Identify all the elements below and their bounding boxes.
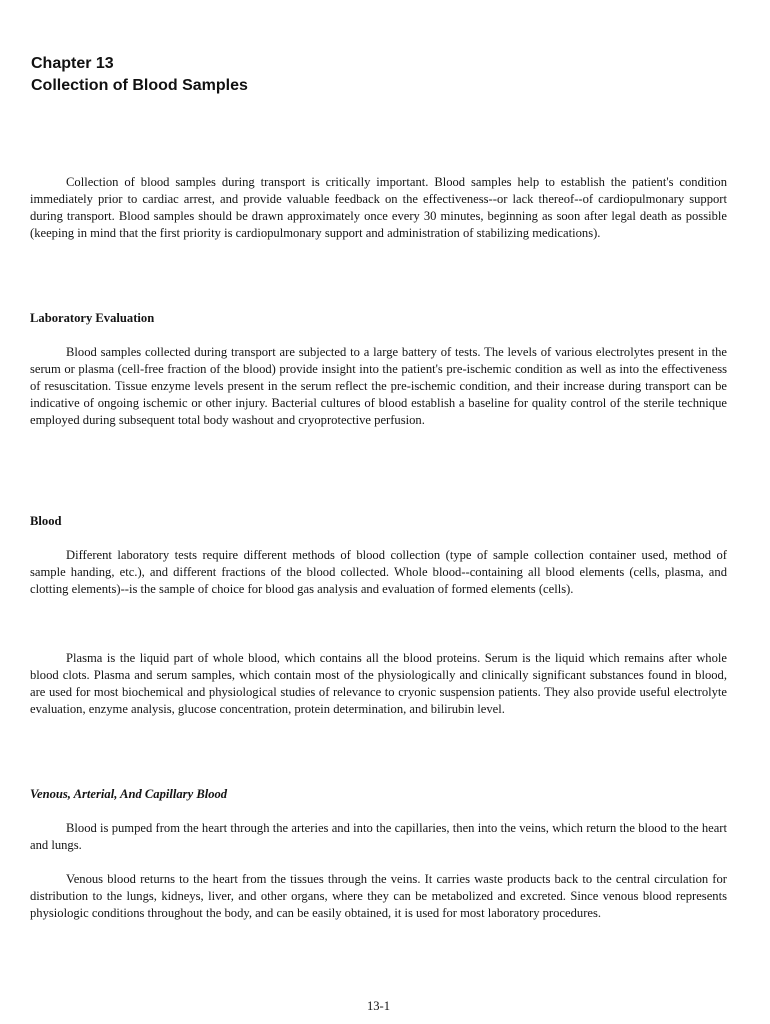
blood-heading: Blood: [30, 514, 62, 528]
document-page: [30, 0, 727, 1024]
venous-arterial-capillary-body-2: [30, 871, 727, 922]
blood-paragraph-2: Plasma is the liquid part of whole blood, which contains all the blood proteins. Serum is the liquid which remains after whole blood clots. Plasma and serum samples, which contain most of the physiologically and clinically significant substances found in blood, are used for most biochemical and physiological studies of relevance to cryonic suspension patients. They also provide useful electrolyte evaluation, enzyme analysis, glucose concentration, protein determination, and bilirubin level.: [30, 651, 727, 716]
venous-arterial-capillary-paragraph-1: Blood is pumped from the heart through the arteries and into the capillaries, then into the veins, which return the blood to the heart and lungs.: [30, 821, 727, 852]
laboratory-evaluation-body: [30, 344, 727, 429]
chapter-title: Collection of Blood Samples: [31, 77, 248, 94]
blood-paragraph-1: Different laboratory tests require different methods of blood collection (type of sample collection container used, method of sample handing, etc.), and different fractions of the blood collected. Whole blood--containing all blood elements (cells, plasma, and clotting elements)--is the sample of choice for blood gas analysis and evaluation of formed elements (cells).: [30, 548, 727, 596]
laboratory-evaluation-heading: Laboratory Evaluation: [30, 311, 155, 325]
chapter-heading: [31, 53, 248, 97]
blood-section: [30, 513, 727, 530]
venous-arterial-capillary-body-1: [30, 820, 727, 854]
venous-arterial-capillary-paragraph-2: Venous blood returns to the heart from the tissues through the veins. It carries waste products back to the central circulation for distribution to the lungs, kidneys, liver, and other organs, where they can be metabolized and excreted. Since venous blood represents physiologic conditions throughout the body, and can be easily obtained, it is used for most laboratory procedures.: [30, 872, 727, 920]
venous-arterial-capillary-section: [30, 786, 727, 803]
intro-section: [30, 174, 727, 242]
laboratory-evaluation-paragraph: Blood samples collected during transport are subjected to a large battery of tests. The levels of various electrolytes present in the serum or plasma (cell-free fraction of the blood) provide insight into the patient's pre-ischemic condition as well as into the effectiveness of resuscitation. Tissue enzyme levels present in the serum reflect the pre-ischemic condition, and their increase during transport can be indicative of ongoing ischemic or other injury. Bacterial cultures of blood establish a baseline for quality control of the sterile technique employed during subsequent total body washout and cryoprotective perfusion.: [30, 345, 727, 427]
chapter-number: Chapter 13: [31, 55, 114, 72]
venous-arterial-capillary-heading: Venous, Arterial, And Capillary Blood: [30, 787, 228, 801]
page-number: 13-1: [366, 999, 391, 1013]
blood-body-1: [30, 547, 727, 598]
intro-paragraph: Collection of blood samples during transport is critically important. Blood samples help to establish the patient's condition immediately prior to cardiac arrest, and provide valuable feedback on the effectiveness--or lack thereof--of cardiopulmonary support during transport. Blood samples should be drawn approximately once every 30 minutes, beginning as soon after legal death as possible (keeping in mind that the first priority is cardiopulmonary support and administration of stabilizing medications).: [30, 175, 727, 240]
blood-body-2: [30, 650, 727, 718]
laboratory-evaluation-section: [30, 310, 727, 327]
